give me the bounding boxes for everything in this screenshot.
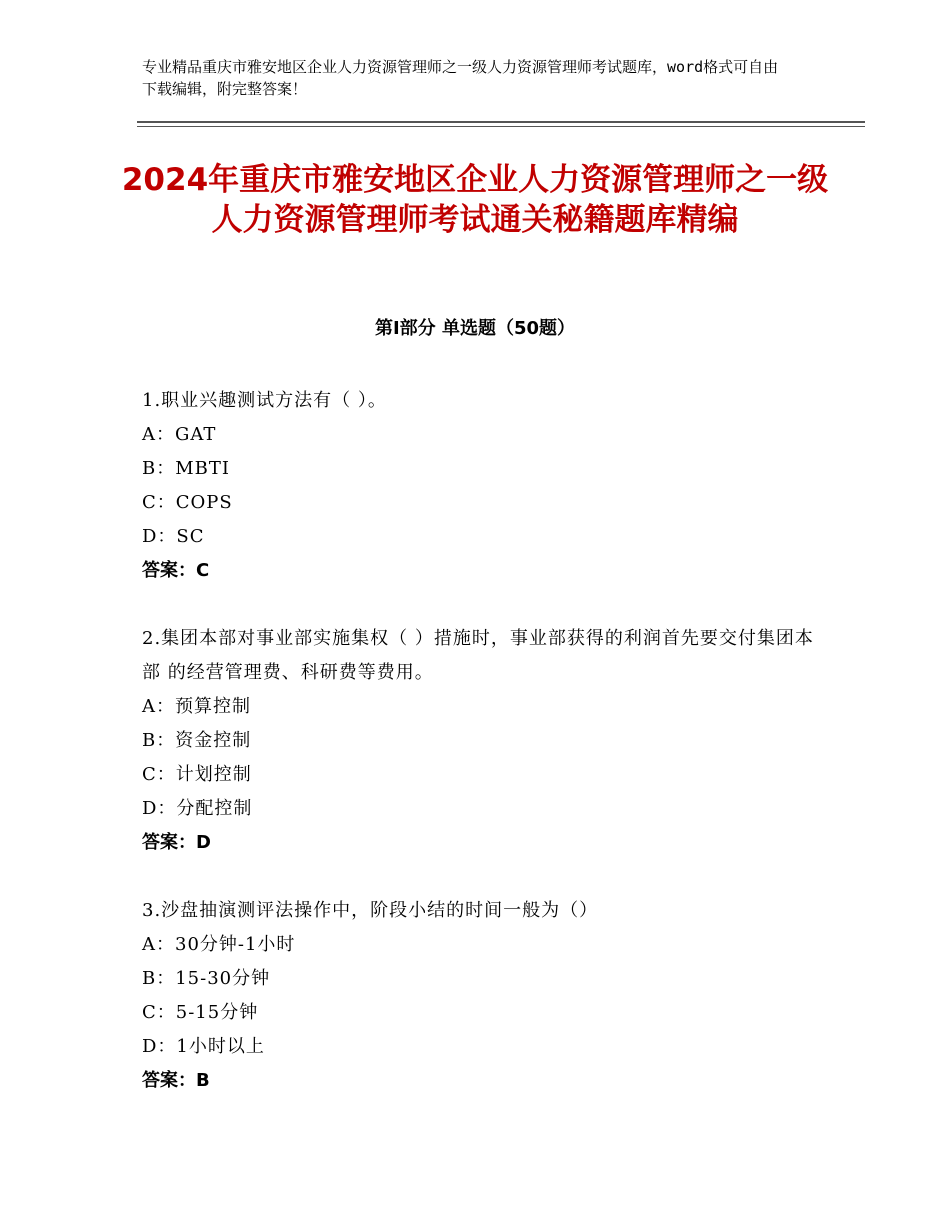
option-b: B：资金控制	[142, 730, 252, 751]
question-stem: 2.集团本部对事业部实施集权（ ）措施时，事业部获得的利润首先要交付集团本部 的经营管理费、科研费等费用。	[142, 628, 814, 683]
answer: 答案：B	[142, 1070, 210, 1091]
option-a: A：GAT	[142, 424, 217, 445]
question-3	[142, 894, 822, 1098]
question-stem: 3.沙盘抽演测评法操作中，阶段小结的时间一般为（）	[142, 900, 599, 921]
question-2	[142, 622, 822, 860]
answer: 答案：D	[142, 832, 211, 853]
document-title: 2024年重庆市雅安地区企业人力资源管理师之一级人力资源管理师考试通关秘籍题库精编	[121, 162, 829, 238]
answer: 答案：C	[142, 560, 210, 581]
option-c: C：COPS	[142, 492, 233, 513]
section-title: 第Ⅰ部分 单选题（50题）	[374, 318, 575, 339]
option-d: D：分配控制	[142, 798, 253, 819]
header-rule-thick	[137, 121, 865, 123]
question-list	[142, 384, 822, 1132]
option-a: A：30分钟-1小时	[142, 934, 296, 955]
header-rule-thin	[137, 126, 865, 127]
option-b: B：15-30分钟	[142, 968, 271, 989]
option-d: D：SC	[142, 526, 205, 547]
question-1	[142, 384, 822, 588]
option-c: C：计划控制	[142, 764, 252, 785]
option-d: D：1小时以上	[142, 1036, 265, 1057]
option-a: A：预算控制	[142, 696, 251, 717]
option-b: B：MBTI	[142, 458, 231, 479]
option-c: C：5-15分钟	[142, 1002, 259, 1023]
question-stem: 1.职业兴趣测试方法有（ ）。	[142, 390, 387, 411]
header-note: 专业精品重庆市雅安地区企业人力资源管理师之一级人力资源管理师考试题库，word格式可自由下载编辑，附完整答案！	[142, 58, 779, 98]
